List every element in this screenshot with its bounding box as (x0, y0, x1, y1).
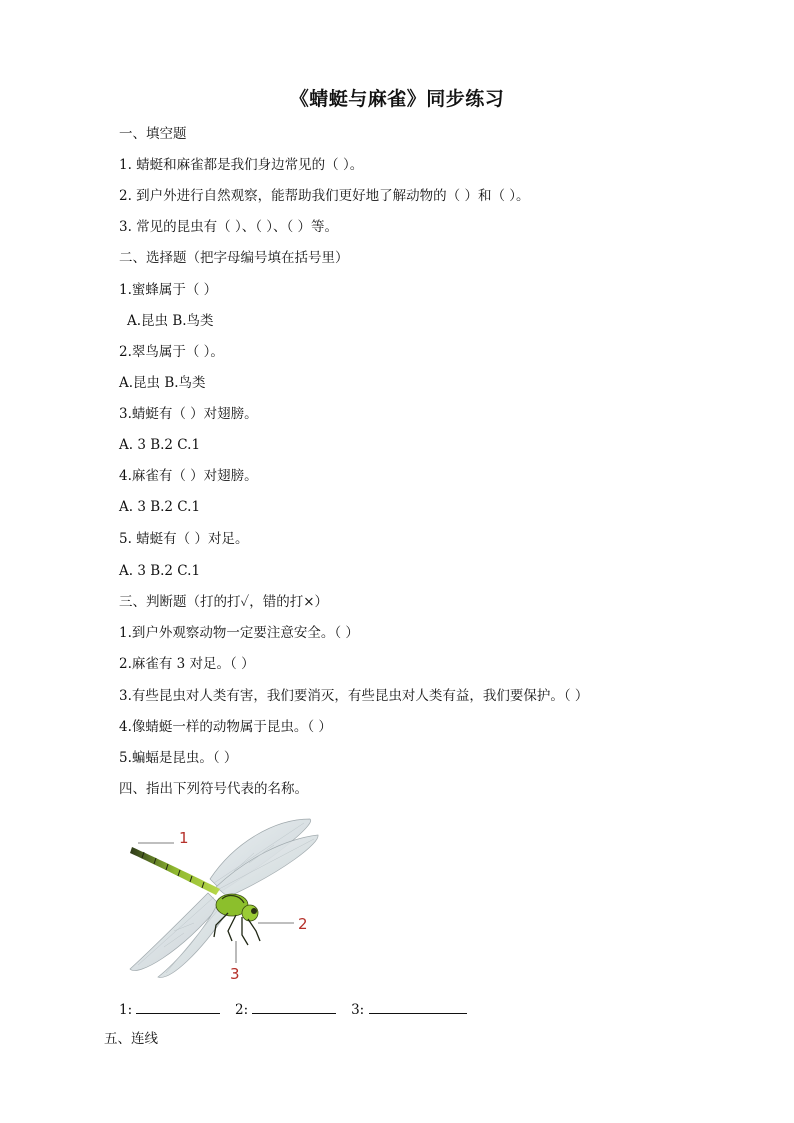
section-5-heading: 五、连线 (104, 1031, 158, 1047)
answer-blank-2[interactable] (252, 999, 336, 1014)
judge-question-3: 3.有些昆虫对人类有害，我们要消灭，有些昆虫对人类有益，我们要保护。（ ） (119, 688, 589, 704)
section-3-heading: 三、判断题（打的打✓，错的打×） (119, 594, 329, 610)
callout-1: 1 (179, 829, 189, 847)
choice-question-3: 3.蜻蜓有（ ）对翅膀。 (119, 406, 258, 422)
fill-question-2: 2. 到户外进行自然观察，能帮助我们更好地了解动物的（ ）和（ ）。 (119, 188, 530, 204)
answer-label-2: 2: (235, 1002, 249, 1018)
callout-2: 2 (298, 915, 308, 933)
judge-question-4: 4.像蜻蜓一样的动物属于昆虫。（ ） (119, 719, 332, 735)
fill-question-3: 3. 常见的昆虫有（ ）、（ ）、（ ）等。 (119, 219, 339, 235)
dragonfly-illustration (124, 813, 320, 981)
section-1-heading: 一、填空题 (119, 126, 187, 142)
dragonfly-figure (124, 813, 320, 981)
answer-label-3: 3: (351, 1002, 365, 1018)
page-title: 《蜻蜓与麻雀》同步练习 (289, 88, 505, 110)
answer-row (119, 999, 467, 1019)
answer-blank-1[interactable] (136, 999, 220, 1014)
choice-options-1: A.昆虫 B.鸟类 (127, 313, 214, 329)
choice-question-4: 4.麻雀有（ ）对翅膀。 (119, 468, 258, 484)
choice-question-5: 5. 蜻蜓有（ ）对足。 (119, 531, 249, 547)
callout-3: 3 (230, 965, 240, 981)
fill-question-1: 1. 蜻蜓和麻雀都是我们身边常见的（ ）。 (119, 157, 364, 173)
judge-question-2: 2.麻雀有 3 对足。（ ） (119, 656, 255, 672)
choice-options-2: A.昆虫 B.鸟类 (119, 375, 206, 391)
judge-question-5: 5.蝙蝠是昆虫。（ ） (119, 750, 238, 766)
answer-blank-3[interactable] (369, 999, 467, 1014)
choice-options-3: A. 3 B.2 C.1 (119, 437, 201, 453)
judge-question-1: 1.到户外观察动物一定要注意安全。（ ） (119, 625, 359, 641)
choice-question-1: 1.蜜蜂属于（ ） (119, 282, 218, 298)
choice-options-5: A. 3 B.2 C.1 (119, 563, 201, 579)
choice-options-4: A. 3 B.2 C.1 (119, 499, 201, 515)
section-4-heading: 四、指出下列符号代表的名称。 (119, 781, 308, 797)
choice-question-2: 2.翠鸟属于（ ）。 (119, 344, 224, 360)
section-2-heading: 二、选择题（把字母编号填在括号里） (119, 250, 349, 266)
answer-label-1: 1: (119, 1002, 133, 1018)
